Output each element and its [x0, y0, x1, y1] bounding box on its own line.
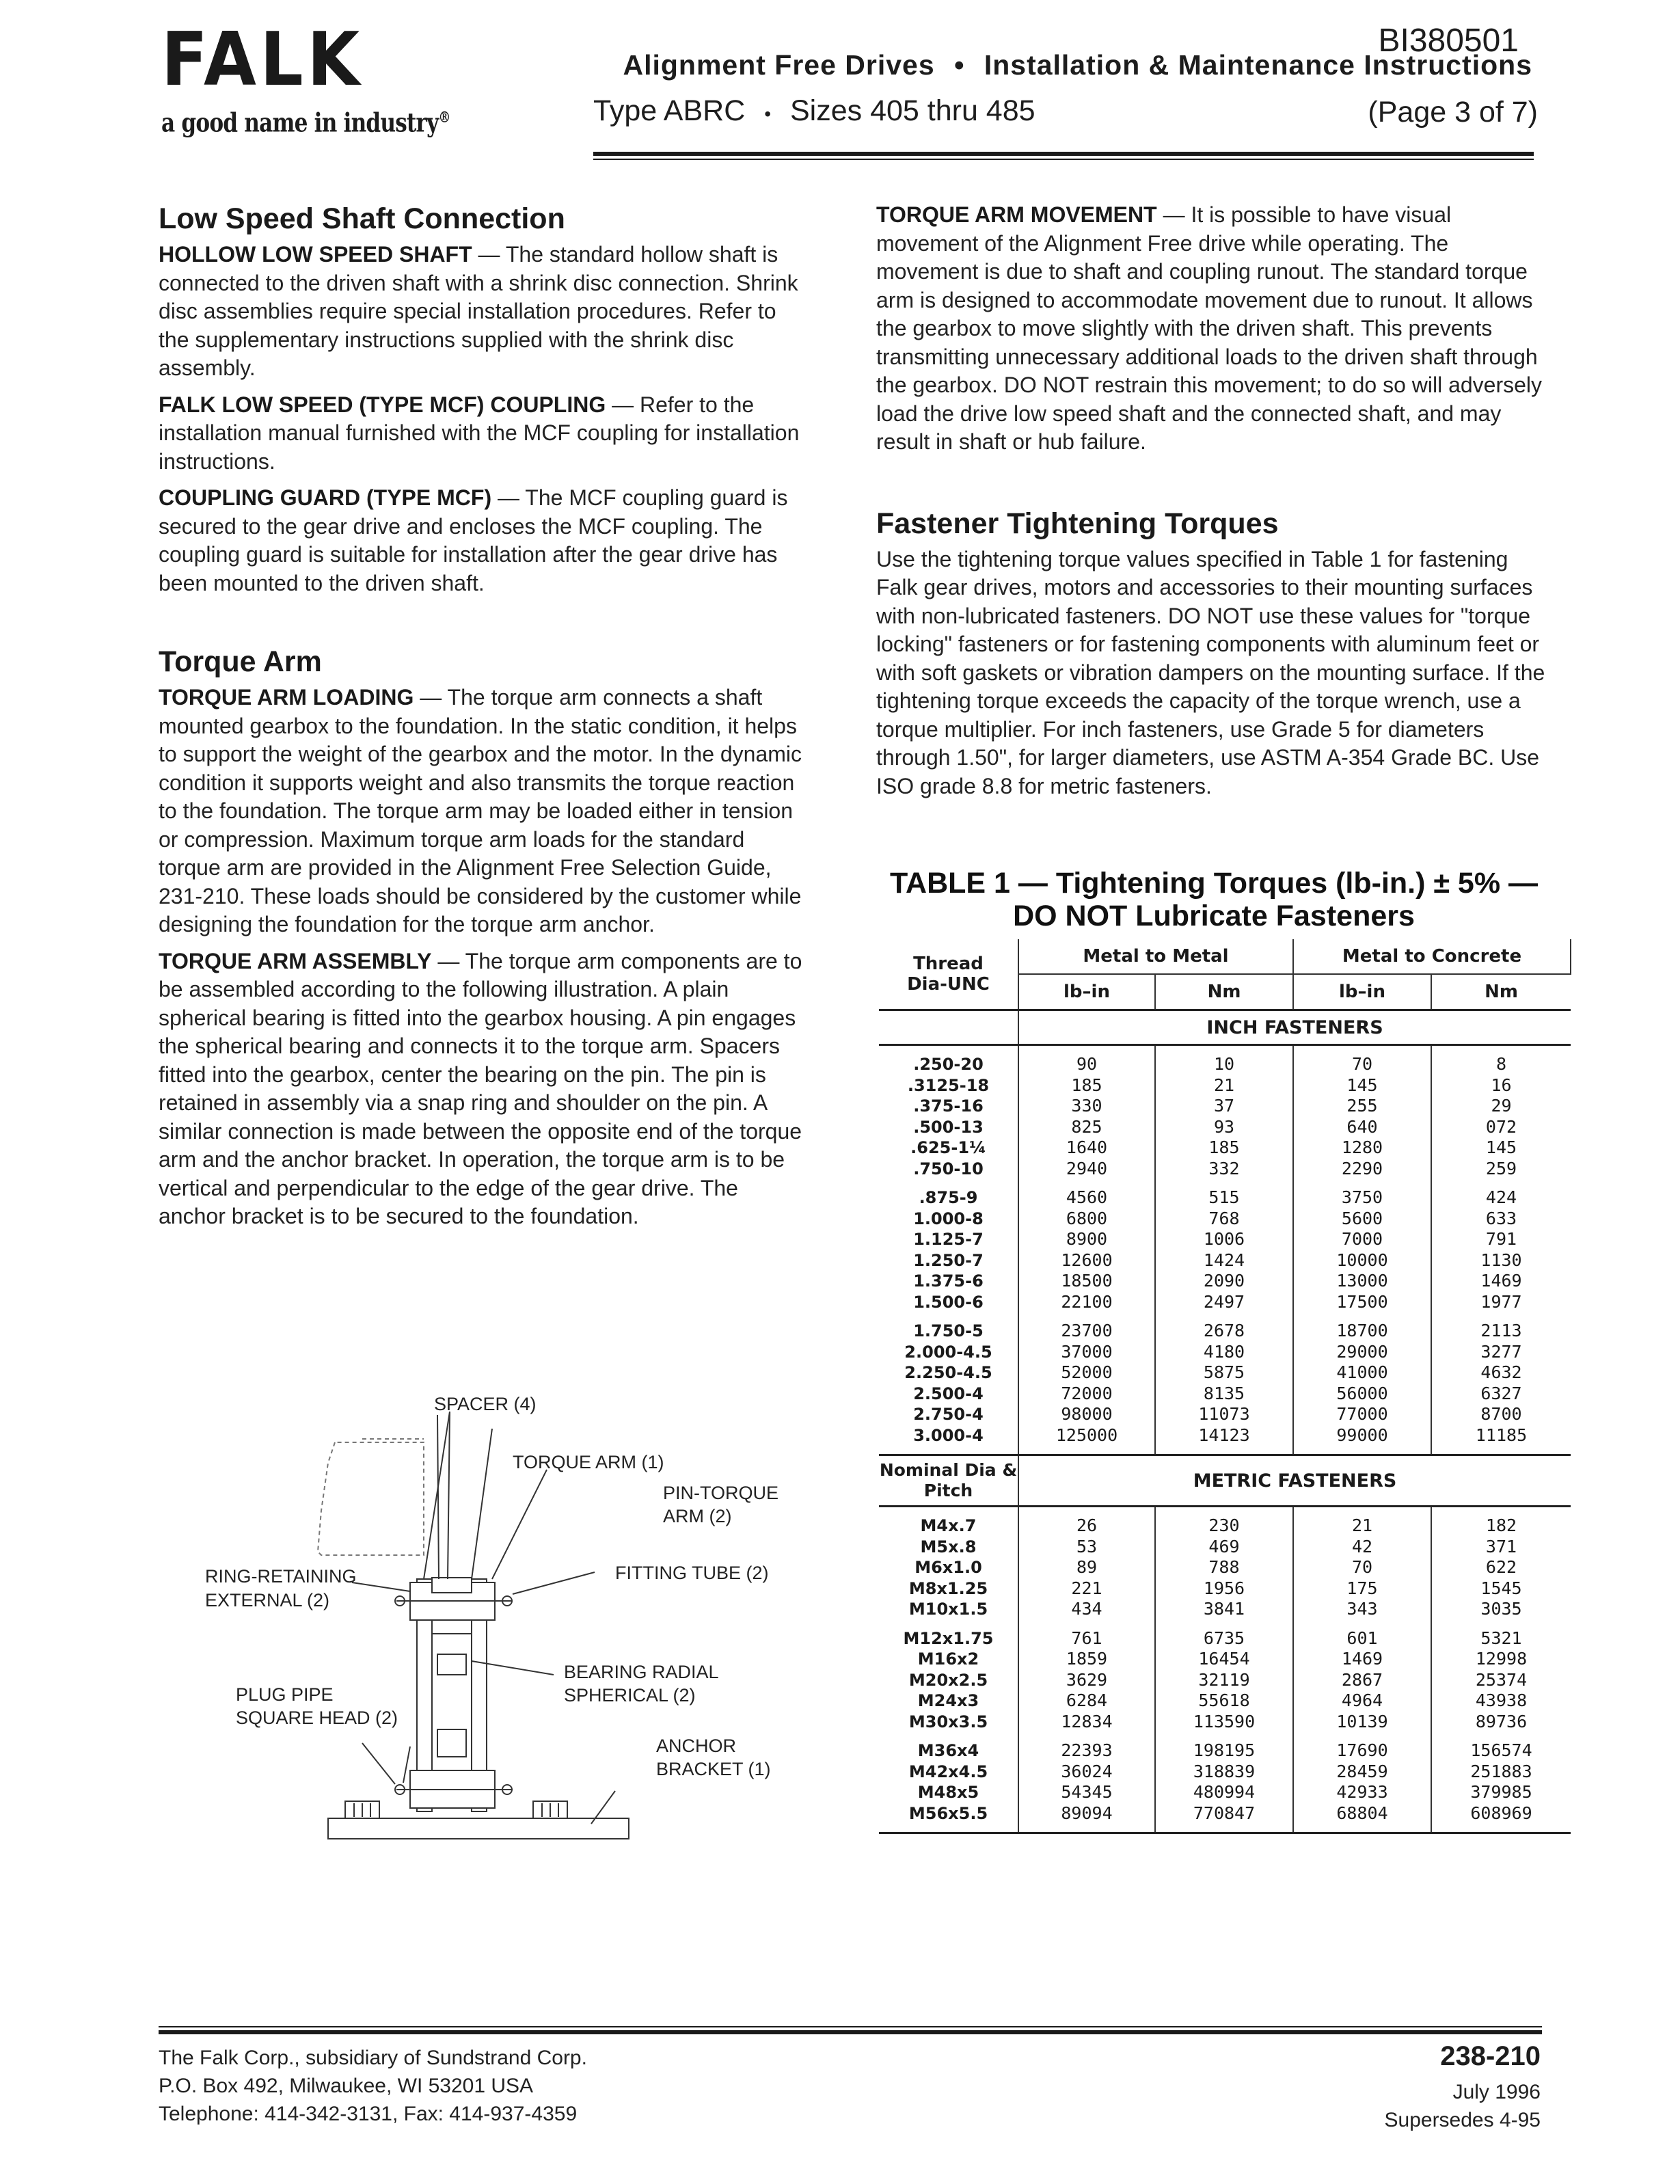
- cell-size: .375-16: [913, 1096, 984, 1116]
- cell-concrete-nm: 371: [1431, 1537, 1571, 1558]
- row-gap: [879, 1732, 1571, 1740]
- subtitle-separator: •: [764, 103, 772, 124]
- coupling-guard-paragraph: [159, 484, 807, 597]
- cell-metal-lbin: 221: [1018, 1578, 1155, 1600]
- coupling-guard-text: — The MCF coupling guard is secured to the gear drive and encloses the MCF coupling. The coupling guard is suitable for installation after the gear drive has been mounted to the driven shaft.: [159, 485, 788, 595]
- cell-metal-nm: 21: [1155, 1075, 1293, 1096]
- torque-arm-assembly-text: — The torque arm components are to be assembled according to the following illustration. A plain spherical bearing is fitted into the gearbox housing. A pin engages the spherical bearing and connects it to the torque arm. Spacers fitted into the gearbox, center the bearing on the pin. The pin is retained in assembly via a snap ring and shoulder on the pin. A similar connection is made between the opposite end of the torque arm and the anchor bracket. In operation, the torque arm is to be vertical and perpendicular to the edge of the gear drive. The anchor bracket is to be secured to the foundation.: [159, 948, 802, 1228]
- table-row: [879, 1250, 1571, 1271]
- cell-size: 1.750-5: [913, 1321, 984, 1340]
- cell-size: M20x2.5: [908, 1670, 988, 1690]
- cell-size: .625-1¼: [910, 1138, 986, 1157]
- cell-metal-lbin: 8900: [1018, 1229, 1155, 1250]
- cell-concrete-nm: 145: [1431, 1137, 1571, 1159]
- cell-metal-nm: 4180: [1155, 1342, 1293, 1363]
- cell-size: 1.500-6: [913, 1292, 984, 1312]
- cell-concrete-lbin: 175: [1293, 1578, 1431, 1600]
- cell-concrete-nm: 1545: [1431, 1578, 1571, 1600]
- cell-size: 2.750-4: [913, 1405, 984, 1424]
- cell-size: M16x2: [917, 1649, 979, 1669]
- cell-metal-nm: 14123: [1155, 1425, 1293, 1446]
- cell-metal-nm: 515: [1155, 1187, 1293, 1209]
- cell-concrete-nm: 29: [1431, 1096, 1571, 1117]
- column-group-concrete: Metal to Concrete: [1293, 939, 1571, 974]
- table-row: [879, 1515, 1571, 1537]
- falk-logo: FALK: [161, 17, 364, 103]
- right-column: [876, 201, 1550, 809]
- table-row: [879, 1578, 1571, 1600]
- table-row: [879, 1096, 1571, 1117]
- table-header: [879, 939, 1571, 1010]
- table-row: [879, 1690, 1571, 1712]
- cell-metal-nm: 1006: [1155, 1229, 1293, 1250]
- cell-size: M24x3: [917, 1691, 979, 1710]
- cell-metal-nm: 198195: [1155, 1740, 1293, 1762]
- footer-company: [159, 2044, 587, 2128]
- cell-metal-lbin: 54345: [1018, 1782, 1155, 1803]
- cell-concrete-nm: 8700: [1431, 1404, 1571, 1425]
- header-title-right: Installation & Maintenance Instructions: [984, 49, 1532, 81]
- torque-arm-loading-text: — The torque arm connects a shaft mounted gearbox to the foundation. In the static condition, it helps to support the weight of the gearbox and the motor. In the dynamic condition it supports weight and also transmits the torque reaction to the foundation. The torque arm may be loaded either in tension or compression. Maximum torque arm loads for the standard torque arm are provided in the Alignment Free Selection Guide, 231-210. These loads should be considered by the customer while designing the foundation for the torque arm anchor.: [159, 685, 802, 936]
- cell-size: M30x3.5: [908, 1712, 988, 1731]
- cell-concrete-lbin: 343: [1293, 1599, 1431, 1620]
- cell-size: .250-20: [913, 1055, 984, 1074]
- cell-size: .3125-18: [907, 1075, 990, 1095]
- cell-concrete-nm: 4632: [1431, 1362, 1571, 1384]
- cell-metal-lbin: 72000: [1018, 1384, 1155, 1405]
- cell-metal-lbin: 89094: [1018, 1803, 1155, 1824]
- low-speed-heading: Low Speed Shaft Connection: [159, 202, 565, 235]
- hollow-shaft-paragraph: [159, 241, 807, 383]
- logo-tagline-text: a good name in industry: [161, 107, 439, 138]
- table-row: [879, 1670, 1571, 1691]
- cell-metal-lbin: 52000: [1018, 1362, 1155, 1384]
- table-row: [879, 1803, 1571, 1824]
- cell-size: .875-9: [919, 1188, 978, 1207]
- cell-metal-nm: 469: [1155, 1537, 1293, 1558]
- label-spacer: SPACER (4): [434, 1394, 537, 1414]
- torque-arm-movement-paragraph: [876, 201, 1550, 457]
- label-plug-1: PLUG PIPE: [236, 1684, 334, 1705]
- torque-arm-loading-lead: TORQUE ARM LOADING: [159, 685, 414, 710]
- hollow-shaft-lead: HOLLOW LOW SPEED SHAFT: [159, 242, 472, 267]
- table-row: [879, 1404, 1571, 1425]
- label-ring-1: RING-RETAINING: [205, 1566, 357, 1587]
- table-row: [879, 1292, 1571, 1313]
- cell-concrete-lbin: 29000: [1293, 1342, 1431, 1363]
- table-row: [879, 1075, 1571, 1096]
- row-gap: [879, 1620, 1571, 1628]
- gearbox-housing-outline: [318, 1442, 424, 1555]
- header-subtitle: [593, 93, 1035, 132]
- column-thread-line-1: Thread: [913, 954, 984, 974]
- header-rule-thick: [593, 152, 1534, 156]
- cell-size: 2.250-4.5: [904, 1363, 992, 1382]
- cell-concrete-nm: 2113: [1431, 1321, 1571, 1342]
- cell-concrete-lbin: 99000: [1293, 1425, 1431, 1446]
- header-title-separator: •: [954, 49, 965, 81]
- label-plug-2: SQUARE HEAD (2): [236, 1708, 398, 1728]
- label-torque-arm: TORQUE ARM (1): [513, 1452, 664, 1472]
- torque-arm-movement-text: — It is possible to have visual movement of the Alignment Free drive while operating. The movement is due to shaft and coupling runout. The standard torque arm is designed to accommodate movement due to runout. It allows the gearbox to move slightly with the driven shaft. This prevents transmitting unnecessary additional loads to the driven shaft through the gearbox. DO NOT restrain this movement; to do so will adversely load the drive low speed shaft and the connected shaft, and may result in shaft or hub failure.: [876, 202, 1543, 454]
- table-row: [879, 1054, 1571, 1075]
- cell-size: M5x.8: [920, 1537, 977, 1556]
- row-gap: [879, 1507, 1571, 1516]
- cell-size: M4x.7: [920, 1516, 977, 1535]
- column-thread: [879, 939, 1018, 1010]
- table-row: [879, 1425, 1571, 1446]
- cell-metal-nm: 113590: [1155, 1712, 1293, 1733]
- table-row: [879, 1628, 1571, 1649]
- table-row: [879, 1782, 1571, 1803]
- cell-size: M6x1.0: [914, 1558, 982, 1577]
- fastener-heading: Fastener Tightening Torques: [876, 507, 1279, 540]
- fastener-paragraph: Use the tightening torque values specified in Table 1 for fastening Falk gear drives, motors and accessories to their mounting surfaces with non-lubricated fasteners. DO NOT use these values for "torque locking" fasteners or for fastening components with aluminum feet or with soft gaskets or vibration dampers on the mounting surface. If the tightening torque exceeds the capacity of the torque wrench, use a torque multiplier. For inch fasteners, use Grade 5 for diameters through 1.50", for larger diameters, use ASTM A-354 Grade BC. Use ISO grade 8.8 for metric fasteners.: [876, 546, 1545, 798]
- cell-concrete-nm: 633: [1431, 1209, 1571, 1230]
- cell-size: 1.375-6: [913, 1271, 984, 1291]
- cell-metal-nm: 332: [1155, 1159, 1293, 1180]
- label-anchor-2: BRACKET (1): [656, 1759, 771, 1779]
- cell-concrete-lbin: 42: [1293, 1537, 1431, 1558]
- cell-metal-nm: 788: [1155, 1557, 1293, 1578]
- cell-metal-lbin: 1859: [1018, 1649, 1155, 1670]
- cell-metal-nm: 1956: [1155, 1578, 1293, 1600]
- cell-concrete-nm: 5321: [1431, 1628, 1571, 1649]
- cell-concrete-nm: 3035: [1431, 1599, 1571, 1620]
- cell-metal-lbin: 36024: [1018, 1762, 1155, 1783]
- table-row: [879, 1649, 1571, 1670]
- footer-company-line-2: P.O. Box 492, Milwaukee, WI 53201 USA: [159, 2075, 534, 2097]
- cell-concrete-nm: 8: [1431, 1054, 1571, 1075]
- cell-metal-nm: 230: [1155, 1515, 1293, 1537]
- left-column: [159, 201, 807, 1239]
- cell-metal-nm: 480994: [1155, 1782, 1293, 1803]
- row-gap: [879, 1045, 1571, 1055]
- header-rule-thin: [593, 159, 1534, 160]
- cell-concrete-lbin: 17690: [1293, 1740, 1431, 1762]
- cell-concrete-nm: 379985: [1431, 1782, 1571, 1803]
- cell-concrete-lbin: 28459: [1293, 1762, 1431, 1783]
- cell-metal-nm: 93: [1155, 1117, 1293, 1138]
- column-concrete-lbin: lb–in: [1293, 974, 1431, 1010]
- table-row: [879, 1229, 1571, 1250]
- label-bearing-2: SPHERICAL (2): [564, 1685, 696, 1706]
- footer-date: July 1996: [1452, 2081, 1541, 2103]
- cell-concrete-nm: 1130: [1431, 1250, 1571, 1271]
- cell-metal-nm: 318839: [1155, 1762, 1293, 1783]
- table-row: [879, 1321, 1571, 1342]
- inch-fasteners-section: [879, 1010, 1571, 1455]
- cell-metal-lbin: 185: [1018, 1075, 1155, 1096]
- column-group-metal: Metal to Metal: [1018, 939, 1293, 974]
- torque-arm-assembly-illustration: [191, 1374, 807, 1873]
- table-row: [879, 1599, 1571, 1620]
- cell-metal-nm: 8135: [1155, 1384, 1293, 1405]
- cell-concrete-lbin: 42933: [1293, 1782, 1431, 1803]
- cell-size: .750-10: [913, 1159, 984, 1178]
- torque-arm-assembly-paragraph: [159, 947, 807, 1231]
- header-title-left: Alignment Free Drives: [623, 49, 935, 81]
- table-row: [879, 1557, 1571, 1578]
- document-code: BI380501: [1378, 23, 1519, 59]
- table-row: [879, 1187, 1571, 1209]
- row-gap: [879, 1179, 1571, 1187]
- cell-metal-nm: 2678: [1155, 1321, 1293, 1342]
- cell-concrete-lbin: 10000: [1293, 1250, 1431, 1271]
- cell-concrete-lbin: 21: [1293, 1515, 1431, 1537]
- cell-concrete-lbin: 2290: [1293, 1159, 1431, 1180]
- logo-tagline: [161, 103, 450, 138]
- table-row: [879, 1342, 1571, 1363]
- cell-metal-lbin: 53: [1018, 1537, 1155, 1558]
- cell-concrete-lbin: 70: [1293, 1054, 1431, 1075]
- cell-concrete-nm: 25374: [1431, 1670, 1571, 1691]
- footer-date-block: [1385, 2078, 1541, 2134]
- cell-concrete-lbin: 4964: [1293, 1690, 1431, 1712]
- metric-label-line-2: Pitch: [923, 1481, 973, 1500]
- cell-concrete-lbin: 41000: [1293, 1362, 1431, 1384]
- cell-metal-lbin: 37000: [1018, 1342, 1155, 1363]
- cell-metal-lbin: 22393: [1018, 1740, 1155, 1762]
- cell-metal-lbin: 330: [1018, 1096, 1155, 1117]
- cell-concrete-nm: 6327: [1431, 1384, 1571, 1405]
- cell-concrete-nm: 3277: [1431, 1342, 1571, 1363]
- cell-metal-nm: 55618: [1155, 1690, 1293, 1712]
- cell-metal-lbin: 18500: [1018, 1271, 1155, 1292]
- cell-concrete-lbin: 7000: [1293, 1229, 1431, 1250]
- cell-concrete-lbin: 10139: [1293, 1712, 1431, 1733]
- table-row: [879, 1537, 1571, 1558]
- mcf-coupling-paragraph: [159, 391, 807, 476]
- table-row: [879, 1762, 1571, 1783]
- column-thread-line-2: Dia-UNC: [907, 974, 990, 995]
- cell-concrete-nm: 072: [1431, 1117, 1571, 1138]
- cell-size: 3.000-4: [913, 1425, 984, 1445]
- header-title: [623, 48, 1532, 82]
- cell-concrete-nm: 251883: [1431, 1762, 1571, 1783]
- cell-size: .500-13: [913, 1117, 984, 1137]
- cell-metal-nm: 37: [1155, 1096, 1293, 1117]
- cell-size: M48x5: [917, 1783, 979, 1802]
- cell-metal-lbin: 6284: [1018, 1690, 1155, 1712]
- table-row: [879, 1740, 1571, 1762]
- cell-metal-nm: 16454: [1155, 1649, 1293, 1670]
- torque-arm-assembly-lead: TORQUE ARM ASSEMBLY: [159, 948, 432, 973]
- cell-concrete-nm: 12998: [1431, 1649, 1571, 1670]
- cell-concrete-nm: 1469: [1431, 1271, 1571, 1292]
- subtitle-sizes: Sizes 405 thru 485: [789, 94, 1035, 127]
- cell-size: 1.125-7: [913, 1230, 984, 1249]
- cell-concrete-lbin: 255: [1293, 1096, 1431, 1117]
- metric-fasteners-header: [879, 1455, 1571, 1507]
- metric-fasteners-heading: METRIC FASTENERS: [1018, 1455, 1571, 1507]
- cell-metal-lbin: 12834: [1018, 1712, 1155, 1733]
- cell-concrete-nm: 11185: [1431, 1425, 1571, 1446]
- column-concrete-nm: Nm: [1431, 974, 1571, 1010]
- table-row: [879, 1384, 1571, 1405]
- column-metal-lbin: lb–in: [1018, 974, 1155, 1010]
- cell-concrete-lbin: 5600: [1293, 1209, 1431, 1230]
- table-row: [879, 1117, 1571, 1138]
- cell-metal-nm: 32119: [1155, 1670, 1293, 1691]
- cell-size: M10x1.5: [908, 1600, 988, 1619]
- cell-metal-nm: 5875: [1155, 1362, 1293, 1384]
- metric-label-line-1: Nominal Dia &: [879, 1460, 1018, 1480]
- footer-supersedes: Supersedes 4-95: [1384, 2109, 1541, 2131]
- label-ring-2: EXTERNAL (2): [205, 1590, 330, 1610]
- cell-metal-nm: 10: [1155, 1054, 1293, 1075]
- coupling-guard-lead: COUPLING GUARD (TYPE MCF): [159, 485, 492, 510]
- cell-metal-lbin: 125000: [1018, 1425, 1155, 1446]
- cell-size: M42x4.5: [908, 1762, 988, 1781]
- cell-metal-nm: 11073: [1155, 1404, 1293, 1425]
- upper-bearing: [432, 1578, 472, 1593]
- footer-rule-thick: [159, 2030, 1542, 2034]
- cell-concrete-nm: 791: [1431, 1229, 1571, 1250]
- cell-metal-lbin: 761: [1018, 1628, 1155, 1649]
- cell-concrete-nm: 16: [1431, 1075, 1571, 1096]
- registered-mark: ®: [438, 109, 450, 126]
- cell-metal-nm: 768: [1155, 1209, 1293, 1230]
- cell-concrete-lbin: 18700: [1293, 1321, 1431, 1342]
- cell-metal-lbin: 98000: [1018, 1404, 1155, 1425]
- cell-concrete-nm: 182: [1431, 1515, 1571, 1537]
- inch-fasteners-heading: INCH FASTENERS: [1018, 1010, 1571, 1045]
- table-row: [879, 1137, 1571, 1159]
- cell-size: 2.000-4.5: [904, 1342, 992, 1362]
- label-bearing-1: BEARING RADIAL: [564, 1662, 719, 1682]
- cell-metal-lbin: 89: [1018, 1557, 1155, 1578]
- cell-metal-lbin: 434: [1018, 1599, 1155, 1620]
- tightening-torque-table: [879, 939, 1571, 1834]
- cell-size: M8x1.25: [908, 1578, 988, 1598]
- footer-rule-thin: [159, 2026, 1542, 2027]
- cell-metal-lbin: 26: [1018, 1515, 1155, 1537]
- metric-fasteners-section: [879, 1507, 1571, 1833]
- label-anchor-1: ANCHOR: [656, 1736, 737, 1756]
- cell-concrete-nm: 156574: [1431, 1740, 1571, 1762]
- label-pin-torque-1: PIN-TORQUE: [663, 1483, 779, 1503]
- torque-arm-loading-paragraph: [159, 684, 807, 939]
- cell-concrete-nm: 1977: [1431, 1292, 1571, 1313]
- torque-arm-movement-lead: TORQUE ARM MOVEMENT: [876, 202, 1157, 227]
- cell-metal-lbin: 90: [1018, 1054, 1155, 1075]
- cell-metal-nm: 6735: [1155, 1628, 1293, 1649]
- footer-company-line-3: Telephone: 414-342-3131, Fax: 414-937-4359: [159, 2103, 578, 2125]
- cell-concrete-lbin: 2867: [1293, 1670, 1431, 1691]
- table-row: [879, 1712, 1571, 1733]
- cell-size: 1.000-8: [913, 1209, 984, 1228]
- table-title-line-2: DO NOT Lubricate Fasteners: [1013, 900, 1415, 932]
- cell-concrete-nm: 622: [1431, 1557, 1571, 1578]
- cell-concrete-lbin: 13000: [1293, 1271, 1431, 1292]
- cell-size: M12x1.75: [903, 1628, 994, 1648]
- cell-concrete-nm: 424: [1431, 1187, 1571, 1209]
- label-fitting-tube: FITTING TUBE (2): [615, 1563, 769, 1583]
- cell-size: 2.500-4: [913, 1384, 984, 1403]
- column-metal-nm: Nm: [1155, 974, 1293, 1010]
- table-row: [879, 1271, 1571, 1292]
- cell-concrete-nm: 608969: [1431, 1803, 1571, 1824]
- cell-metal-nm: 2497: [1155, 1292, 1293, 1313]
- cell-concrete-lbin: 70: [1293, 1557, 1431, 1578]
- table-row: [879, 1159, 1571, 1180]
- footer-doc-number: 238-210: [1440, 2041, 1541, 2071]
- cell-metal-lbin: 22100: [1018, 1292, 1155, 1313]
- cell-concrete-nm: 259: [1431, 1159, 1571, 1180]
- hollow-shaft-text: — The standard hollow shaft is connected to the driven shaft with a shrink disc connection. Shrink disc assemblies require special installation procedures. Refer to the supplementary instructions supplied with the shrink disc assembly.: [159, 242, 798, 380]
- cell-metal-lbin: 1640: [1018, 1137, 1155, 1159]
- torque-arm-heading: Torque Arm: [159, 645, 322, 678]
- cell-metal-nm: 770847: [1155, 1803, 1293, 1824]
- row-gap: [879, 1312, 1571, 1321]
- label-pin-torque-2: ARM (2): [663, 1506, 732, 1526]
- cell-metal-lbin: 3629: [1018, 1670, 1155, 1691]
- cell-metal-nm: 3841: [1155, 1599, 1293, 1620]
- cell-concrete-nm: 89736: [1431, 1712, 1571, 1733]
- mcf-coupling-lead: FALK LOW SPEED (TYPE MCF) COUPLING: [159, 392, 606, 417]
- cell-concrete-lbin: 145: [1293, 1075, 1431, 1096]
- cell-concrete-lbin: 68804: [1293, 1803, 1431, 1824]
- cell-concrete-nm: 43938: [1431, 1690, 1571, 1712]
- cell-metal-nm: 185: [1155, 1137, 1293, 1159]
- cell-concrete-lbin: 601: [1293, 1628, 1431, 1649]
- table-title-line-1: TABLE 1 — Tightening Torques (lb-in.) ± 5% —: [889, 867, 1539, 900]
- cell-metal-lbin: 4560: [1018, 1187, 1155, 1209]
- cell-concrete-lbin: 1280: [1293, 1137, 1431, 1159]
- cell-metal-lbin: 23700: [1018, 1321, 1155, 1342]
- page-indicator: (Page 3 of 7): [1368, 96, 1538, 129]
- footer-company-line-1: The Falk Corp., subsidiary of Sundstrand Corp.: [159, 2047, 587, 2069]
- table-title: [878, 867, 1550, 932]
- subtitle-type: Type ABRC: [593, 94, 746, 127]
- cell-metal-lbin: 825: [1018, 1117, 1155, 1138]
- cell-size: M36x4: [917, 1741, 979, 1760]
- cell-concrete-lbin: 77000: [1293, 1404, 1431, 1425]
- cell-concrete-lbin: 3750: [1293, 1187, 1431, 1209]
- cell-metal-lbin: 2940: [1018, 1159, 1155, 1180]
- metric-label: [879, 1455, 1018, 1507]
- cell-concrete-lbin: 56000: [1293, 1384, 1431, 1405]
- cell-metal-lbin: 12600: [1018, 1250, 1155, 1271]
- cell-metal-lbin: 6800: [1018, 1209, 1155, 1230]
- cell-metal-nm: 1424: [1155, 1250, 1293, 1271]
- cell-size: M56x5.5: [908, 1803, 988, 1823]
- anchor-bracket-base: [328, 1818, 629, 1839]
- table-row: [879, 1209, 1571, 1230]
- cell-concrete-lbin: 1469: [1293, 1649, 1431, 1670]
- cell-metal-nm: 2090: [1155, 1271, 1293, 1292]
- mcf-coupling-text: — Refer to the installation manual furnished with the MCF coupling for installation instructions.: [159, 392, 800, 474]
- table-row: [879, 1362, 1571, 1384]
- cell-concrete-lbin: 17500: [1293, 1292, 1431, 1313]
- cell-size: 1.250-7: [913, 1250, 984, 1270]
- cell-concrete-lbin: 640: [1293, 1117, 1431, 1138]
